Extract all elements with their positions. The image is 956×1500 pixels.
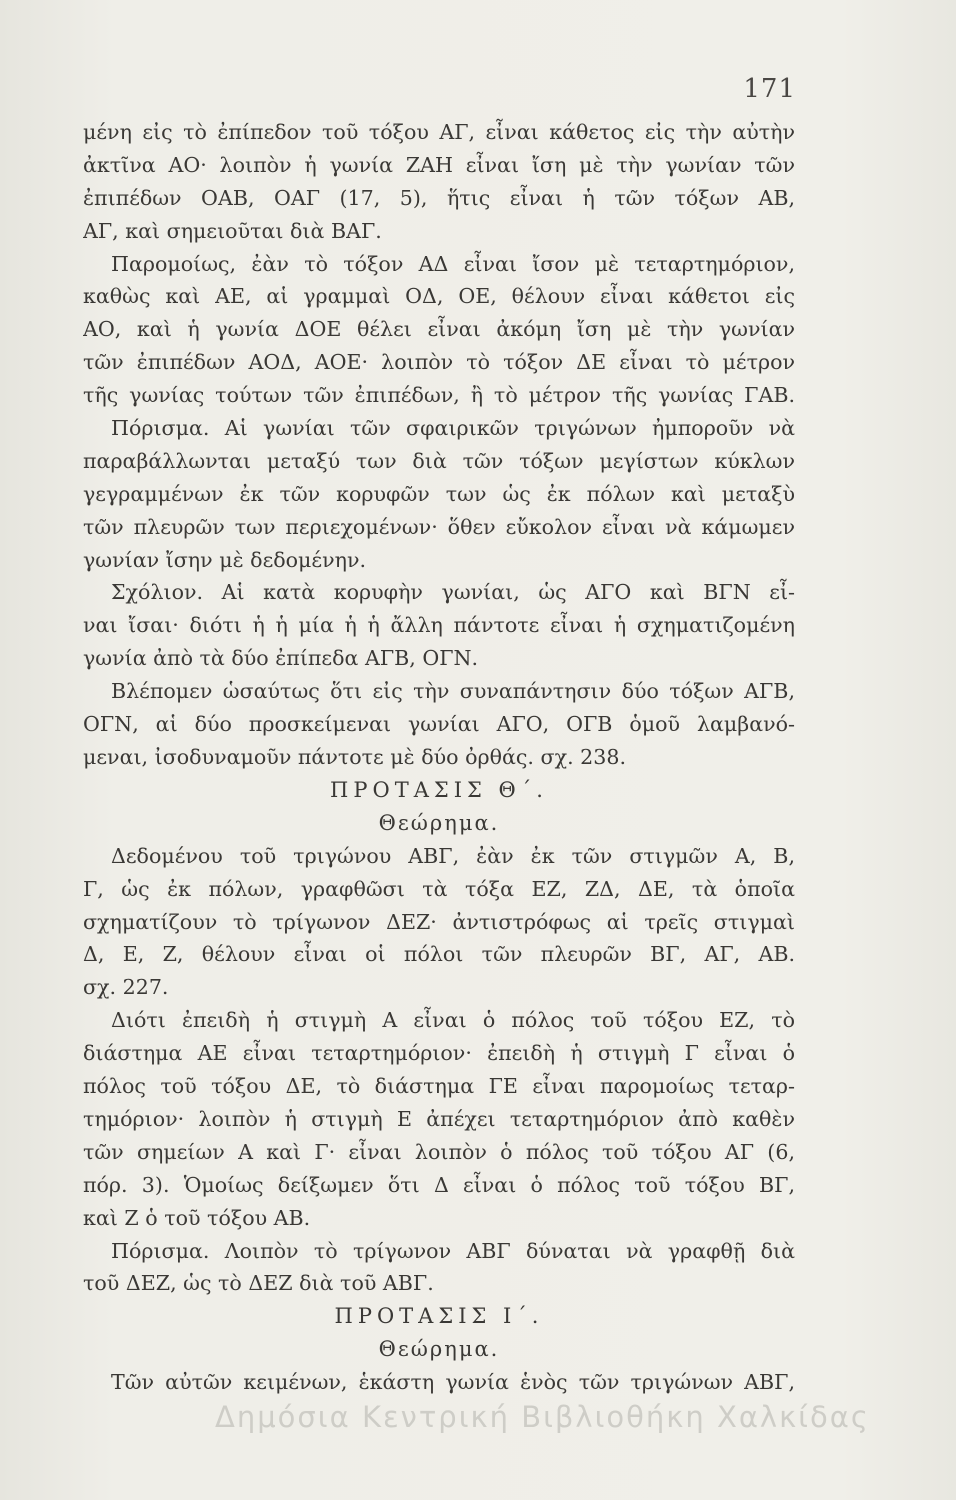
- text-line: Σχόλιον. Αἱ κατὰ κορυφὴν γωνίαι, ὡς ΑΓΟ καὶ ΒΓΝ εἶ-: [111, 580, 795, 605]
- text-line: πόλος τοῦ τόξου ΔΕ, τὸ διάστημα ΓΕ εἶναι παρομοίως τεταρ-: [83, 1074, 795, 1099]
- text-line: τῆς γωνίας τούτων τῶν ἐπιπέδων, ἢ τὸ μέτρον τῆς γωνίας ΓΑΒ.: [83, 383, 795, 408]
- text-line: καθὼς καὶ ΑΕ, αἱ γραμμαὶ ΟΔ, ΟΕ, θέλουν εἶναι κάθετοι εἰς: [83, 284, 795, 309]
- text-line: Γ, ὡς ἐκ πόλων, γραφθῶσι τὰ τόξα ΕΖ, ΖΔ, ΔΕ, τὰ ὁποῖα: [83, 876, 795, 901]
- text-line: παραβάλλωνται μεταξύ των διὰ τῶν τόξων μεγίστων κύκλων: [83, 448, 795, 473]
- section-heading: ΠΡΟΤΑΣΙΣ Θ΄.: [330, 777, 548, 802]
- text-line: σχ. 227.: [83, 975, 169, 1000]
- text-line: διάστημα ΑΕ εἶναι τεταρτημόριον· ἐπειδὴ ἡ στιγμὴ Γ εἶναι ὁ: [83, 1041, 795, 1066]
- text-line: ΑΟ, καὶ ἡ γωνία ΔΟΕ θέλει εἶναι ἀκόμη ἴση μὲ τὴν γωνίαν: [83, 317, 795, 342]
- text-line: Πόρισμα. Αἱ γωνίαι τῶν σφαιρικῶν τριγώνων ἠμποροῦν νὰ: [111, 416, 795, 441]
- text-line: ΑΓ, καὶ σημειοῦται διὰ ΒΑΓ.: [83, 218, 382, 243]
- text-line: τῶν πλευρῶν των περιεχομένων· ὅθεν εὔκολον εἶναι νὰ κάμωμεν: [83, 514, 795, 539]
- text-line: Δεδομένου τοῦ τριγώνου ΑΒΓ, ἐὰν ἐκ τῶν στιγμῶν Α, Β,: [111, 843, 795, 868]
- text-line: Παρομοίως, ἐὰν τὸ τόξον ΑΔ εἶναι ἴσον μὲ τεταρτημόριον,: [111, 251, 795, 276]
- section-subheading: Θεώρημα.: [378, 1337, 500, 1362]
- text-line: πόρ. 3). Ὁμοίως δείξωμεν ὅτι Δ εἶναι ὁ πόλος τοῦ τόξου ΒΓ,: [83, 1172, 795, 1197]
- text-line: μεναι, ἰσοδυναμοῦν πάντοτε μὲ δύο ὀρθάς. σχ. 238.: [83, 744, 627, 769]
- text-line: ἀκτῖνα ΑΟ· λοιπὸν ἡ γωνία ΖΑΗ εἶναι ἴση μὲ τὴν γωνίαν τῶν: [83, 152, 795, 177]
- page-number: 171: [743, 74, 796, 104]
- text-line: μένη εἰς τὸ ἐπίπεδον τοῦ τόξου ΑΓ, εἶναι κάθετος εἰς τὴν αὐτὴν: [83, 120, 795, 144]
- text-line: γωνία ἀπὸ τὰ δύο ἐπίπεδα ΑΓΒ, ΟΓΝ.: [83, 646, 479, 671]
- section-heading: ΠΡΟΤΑΣΙΣ Ι΄.: [334, 1304, 544, 1329]
- text-line: ΟΓΝ, αἱ δύο προσκείμεναι γωνίαι ΑΓΟ, ΟΓΒ ὁμοῦ λαμβανό-: [83, 712, 795, 737]
- text-line: Πόρισμα. Λοιπὸν τὸ τρίγωνον ΑΒΓ δύναται νὰ γραφθῇ διὰ: [111, 1238, 795, 1263]
- library-watermark: Δημόσια Κεντρική Βιβλιοθήκη Χαλκίδας: [215, 1400, 870, 1434]
- text-line: Διότι ἐπειδὴ ἡ στιγμὴ Α εἶναι ὁ πόλος τοῦ τόξου ΕΖ, τὸ: [111, 1008, 795, 1033]
- text-line: Τῶν αὐτῶν κειμένων, ἑκάστη γωνία ἑνὸς τῶν τριγώνων ΑΒΓ,: [111, 1370, 795, 1395]
- text-line: τῶν σημείων Α καὶ Γ· εἶναι λοιπὸν ὁ πόλος τοῦ τόξου ΑΓ (6,: [83, 1139, 795, 1164]
- section-subheading: Θεώρημα.: [378, 810, 500, 835]
- text-line: σχηματίζουν τὸ τρίγωνον ΔΕΖ· ἀντιστρόφως αἱ τρεῖς στιγμαὶ: [83, 909, 795, 934]
- text-line: γωνίαν ἴσην μὲ δεδομένην.: [83, 547, 367, 572]
- text-line: τημόριον· λοιπὸν ἡ στιγμὴ Ε ἀπέχει τεταρτημόριον ἀπὸ καθὲν: [83, 1106, 795, 1131]
- text-line: τῶν ἐπιπέδων ΑΟΔ, ΑΟΕ· λοιπὸν τὸ τόξον ΔΕ εἶναι τὸ μέτρον: [83, 350, 795, 375]
- text-line: Δ, Ε, Ζ, θέλουν εἶναι οἱ πόλοι τῶν πλευρῶν ΒΓ, ΑΓ, ΑΒ.: [83, 942, 795, 967]
- text-line: Βλέπομεν ὡσαύτως ὅτι εἰς τὴν συναπάντησιν δύο τόξων ΑΓΒ,: [111, 679, 795, 704]
- text-line: καὶ Ζ ὁ τοῦ τόξου ΑΒ.: [83, 1205, 311, 1230]
- body-text: [83, 116, 795, 1399]
- text-line: ναι ἴσαι· διότι ἡ ἡ μία ἡ ἡ ἄλλη πάντοτε εἶναι ἡ σχηματιζομένη: [83, 613, 795, 638]
- text-line: γεγραμμένων ἐκ τῶν κορυφῶν των ὡς ἐκ πόλων καὶ μεταξὺ: [83, 481, 795, 506]
- text-line: τοῦ ΔΕΖ, ὡς τὸ ΔΕΖ διὰ τοῦ ΑΒΓ.: [83, 1271, 434, 1296]
- text-line: ἐπιπέδων ΟΑΒ, ΟΑΓ (17, 5), ἥτις εἶναι ἡ τῶν τόξων ΑΒ,: [83, 185, 795, 210]
